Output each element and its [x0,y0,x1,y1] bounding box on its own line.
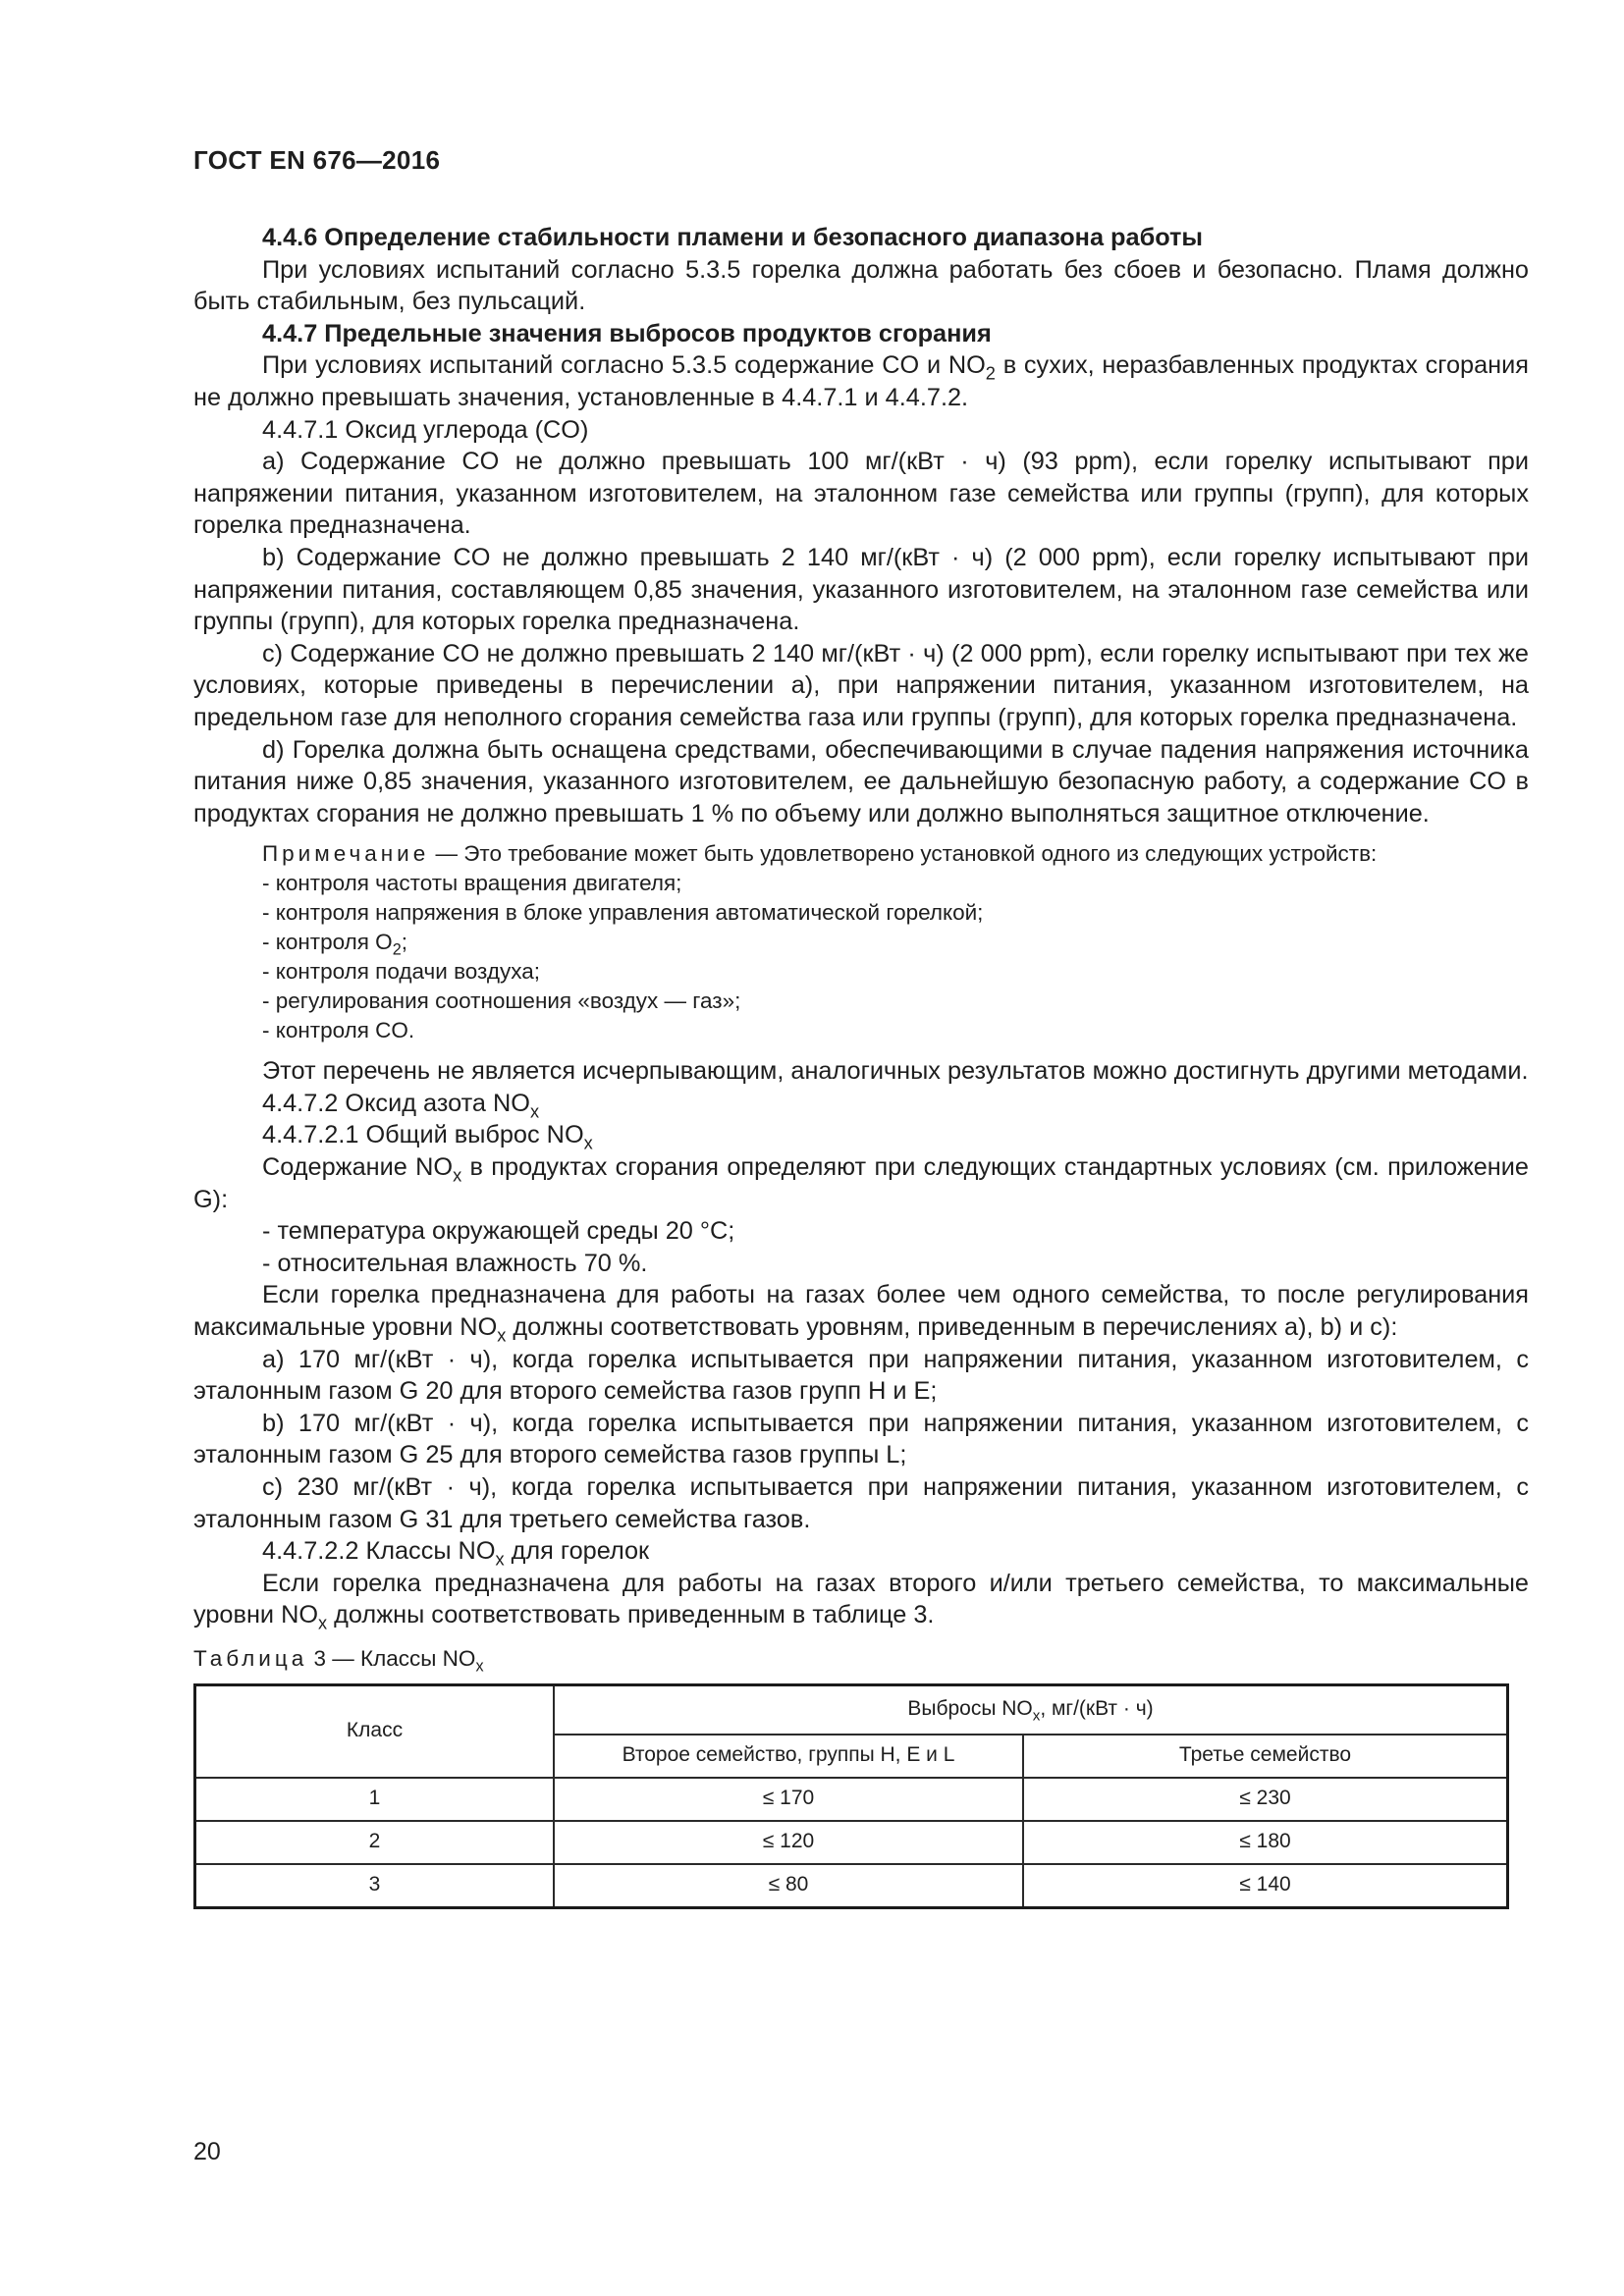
section-4-4-7-2-1-title: 4.4.7.2.1 Общий выброс $NO_x$ [262,1121,593,1153]
note-item: - контроля напряжения в блоке управления автоматической горелкой; [262,900,984,926]
header-second-family: Второе семейство, группы H, E и L [554,1735,1023,1778]
header-class: Класс [195,1684,555,1778]
note-item: - контроля частоты вращения двигателя; [262,871,682,896]
nox-item-b: b) 170 мг/(кВт · ч), когда горелка испытывается при напряжении питания, указанном изготовителем, с эталонным газом G 25 для второго семейства газов группы L; [193,1409,1529,1469]
note-item: - регулирования соотношения «воздух — газ»; [262,988,741,1014]
condition-temperature: - температура окружающей среды 20 °C; [262,1217,735,1246]
section-4-4-7-title: 4.4.7 Предельные значения выбросов продуктов сгорания [262,319,992,347]
co-item-b: b) Содержание CO не должно превышать 2 140 мг/(кВт · ч) (2 000 ppm), если горелку испытывают при напряжении питания, составляющем 0,85 значения, указанного изготовителем, на эталонном газе семейства или группы (групп), для которых горелка предназначена. [193,543,1529,636]
nox-classes-table [193,1683,1509,1909]
co-item-c: c) Содержание CO не должно превышать 2 140 мг/(кВт · ч) (2 000 ppm), если горелку испытывают при тех же условиях, которые приведены в перечислении a), при напряжении питания, указанном изготовителем, на предельном газе для неполного сгорания семейства газа или группы (групп), для которых горелка предназначена. [193,639,1529,731]
cell-class: 3 [195,1864,555,1908]
cell-class: 1 [195,1778,555,1821]
section-4-4-6-text: При условиях испытаний согласно 5.3.5 горелка должна работать без сбоев и безопасно. Пламя должно быть стабильным, без пульсаций. [193,255,1529,316]
section-4-4-7-2-title: 4.4.7.2 Оксид азота $NO_x$ [262,1089,540,1122]
section-4-4-7-1-title: 4.4.7.1 Оксид углерода (CO) [262,415,589,444]
cell-third: ≤ 230 [1023,1778,1508,1821]
list-not-exhaustive: Этот перечень не является исчерпывающим, аналогичных результатов можно достигнуть другими методами. [262,1057,1529,1086]
note-label: Примечание [262,841,430,867]
document-header: ГОСТ EN 676—2016 [193,145,441,175]
table-row [195,1778,1508,1821]
co-item-d: d) Горелка должна быть оснащена средствами, обеспечивающими в случае падения напряжения источника питания ниже 0,85 значения, указанного изготовителем, ее дальнейшую безопасную работу, а содержание CO в продуктах сгорания не должно превышать 1 % по объему или должно выполняться защитное отключение. [193,735,1529,828]
cell-class: 2 [195,1821,555,1864]
table-header-row [195,1684,1508,1735]
note-item: - контроля $O_2$; [262,930,407,959]
document-body [193,222,1529,1909]
note-item: - контроля подачи воздуха; [262,959,540,985]
page-number: 20 [193,2138,221,2165]
cell-second: ≤ 80 [554,1864,1023,1908]
table-row [195,1821,1508,1864]
classes-text: Если горелка предназначена для работы на газах второго и/или третьего семейства, то максимальные уровни $NO_x$ должны соответствовать приведенным в таблице 3. [193,1569,1529,1633]
nox-conditions: Содержание $NO_x$ в продуктах сгорания определяют при следующих стандартных условиях (см. приложение G): [193,1153,1529,1213]
condition-humidity: - относительная влажность 70 %. [262,1249,648,1277]
header-third-family: Третье семейство [1023,1735,1508,1778]
section-4-4-7-2-2-title: 4.4.7.2.2 Классы $NO_x$ для горелок [262,1537,650,1570]
note-item: - контроля CO. [262,1018,415,1043]
cell-second: ≤ 120 [554,1821,1023,1864]
section-4-4-7-text: При условиях испытаний согласно 5.3.5 содержание CO и $NO_2$ в сухих, неразбавленных продуктах сгорания не должно превышать значения, установленные в 4.4.7.1 и 4.4.7.2. [193,351,1529,411]
section-4-4-6-title: 4.4.6 Определение стабильности пламени и безопасного диапазона работы [262,224,1204,251]
cell-second: ≤ 170 [554,1778,1023,1821]
cell-third: ≤ 140 [1023,1864,1508,1908]
note-block [193,839,1529,1045]
header-emissions: Выбросы $NO_x$, мг/(кВт · ч) [554,1684,1508,1735]
note-intro: Примечание — Это требование может быть удовлетворено установкой одного из следующих устройств: [262,841,1378,867]
nox-item-a: a) 170 мг/(кВт · ч), когда горелка испытывается при напряжении питания, указанном изготовителем, с эталонным газом G 20 для второго семейства газов групп H и E; [193,1345,1529,1406]
nox-item-c: c) 230 мг/(кВт · ч), когда горелка испытывается при напряжении питания, указанном изготовителем, с эталонным газом G 31 для третьего семейства газов. [193,1473,1529,1533]
co-item-a: a) Содержание CO не должно превышать 100 мг/(кВт · ч) (93 ppm), если горелку испытывают при напряжении питания, указанном изготовителем, на эталонном газе семейства или группы (групп), для которых горелка предназначена. [193,448,1529,540]
cell-third: ≤ 180 [1023,1821,1508,1864]
multi-family-text: Если горелка предназначена для работы на газах более чем одного семейства, то после регулирования максимальные уровни $NO_x$ должны соответствовать уровням, приведенным в перечислениях a), b) и c): [193,1281,1529,1346]
table-caption: Таблица 3 — Классы $NO_x$ [193,1645,484,1676]
table-row [195,1864,1508,1908]
